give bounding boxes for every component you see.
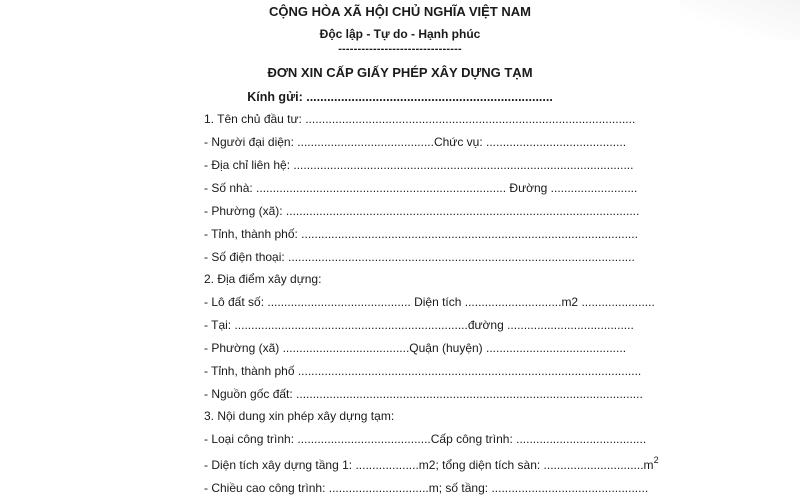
site-province-line: - Tỉnh, thành phố ....................................................................................................... — [204, 364, 642, 378]
land-origin-line: - Nguồn gốc đất: ........................................................................................................ — [204, 387, 643, 401]
header-separator: -------------------------------- — [338, 43, 462, 55]
contact-address-line: - Địa chỉ liên hệ: ...................................................................................................... — [204, 158, 634, 172]
lot-number-line: - Lô đất số: ........................................... Diện tích .............................m2 ...................... — [204, 295, 655, 309]
country-header: CỘNG HÒA XÃ HỘI CHỦ NGHĨA VIỆT NAM — [269, 4, 531, 19]
recipient-line: Kính gửi: ....................................................................... — [247, 90, 553, 104]
motto: Độc lập - Tự do - Hạnh phúc — [319, 27, 481, 41]
section-2-heading: 2. Địa điểm xây dựng: — [204, 272, 322, 286]
form-title: ĐƠN XIN CẤP GIẤY PHÉP XÂY DỰNG TẠM — [267, 65, 533, 80]
representative-line: - Người đại diện: .........................................Chức vụ: .......................................... — [204, 135, 627, 149]
floor-area-line — [204, 455, 659, 472]
building-type-line: - Loại công trình: ........................................Cấp công trình: ....................................... — [204, 432, 647, 446]
building-height-line: - Chiều cao công trình: ..............................m; số tầng: ............................................... — [204, 481, 649, 495]
province-line: - Tỉnh, thành phố: ..................................................................................................... — [204, 227, 638, 241]
floor-area-text: - Diện tích xây dựng tầng 1: ...................m2; tổng diện tích sàn: ..............................m — [204, 458, 654, 472]
section-3-heading: 3. Nội dung xin phép xây dựng tạm: — [204, 409, 395, 423]
investor-name-line: 1. Tên chủ đầu tư: ................................................................................................... — [204, 112, 636, 126]
location-line: - Tại: ......................................................................đường ...................................... — [204, 318, 634, 332]
ward-district-line: - Phường (xã) ......................................Quận (huyện) .......................................... — [204, 341, 627, 355]
house-number-line: - Số nhà: ........................................................................... Đường .......................... — [204, 181, 638, 195]
ward-line: - Phường (xã): .......................................................................................................... — [204, 204, 640, 218]
area-unit-superscript: 2 — [653, 455, 659, 465]
phone-line: - Số điện thoại: ........................................................................................................ — [204, 250, 635, 264]
